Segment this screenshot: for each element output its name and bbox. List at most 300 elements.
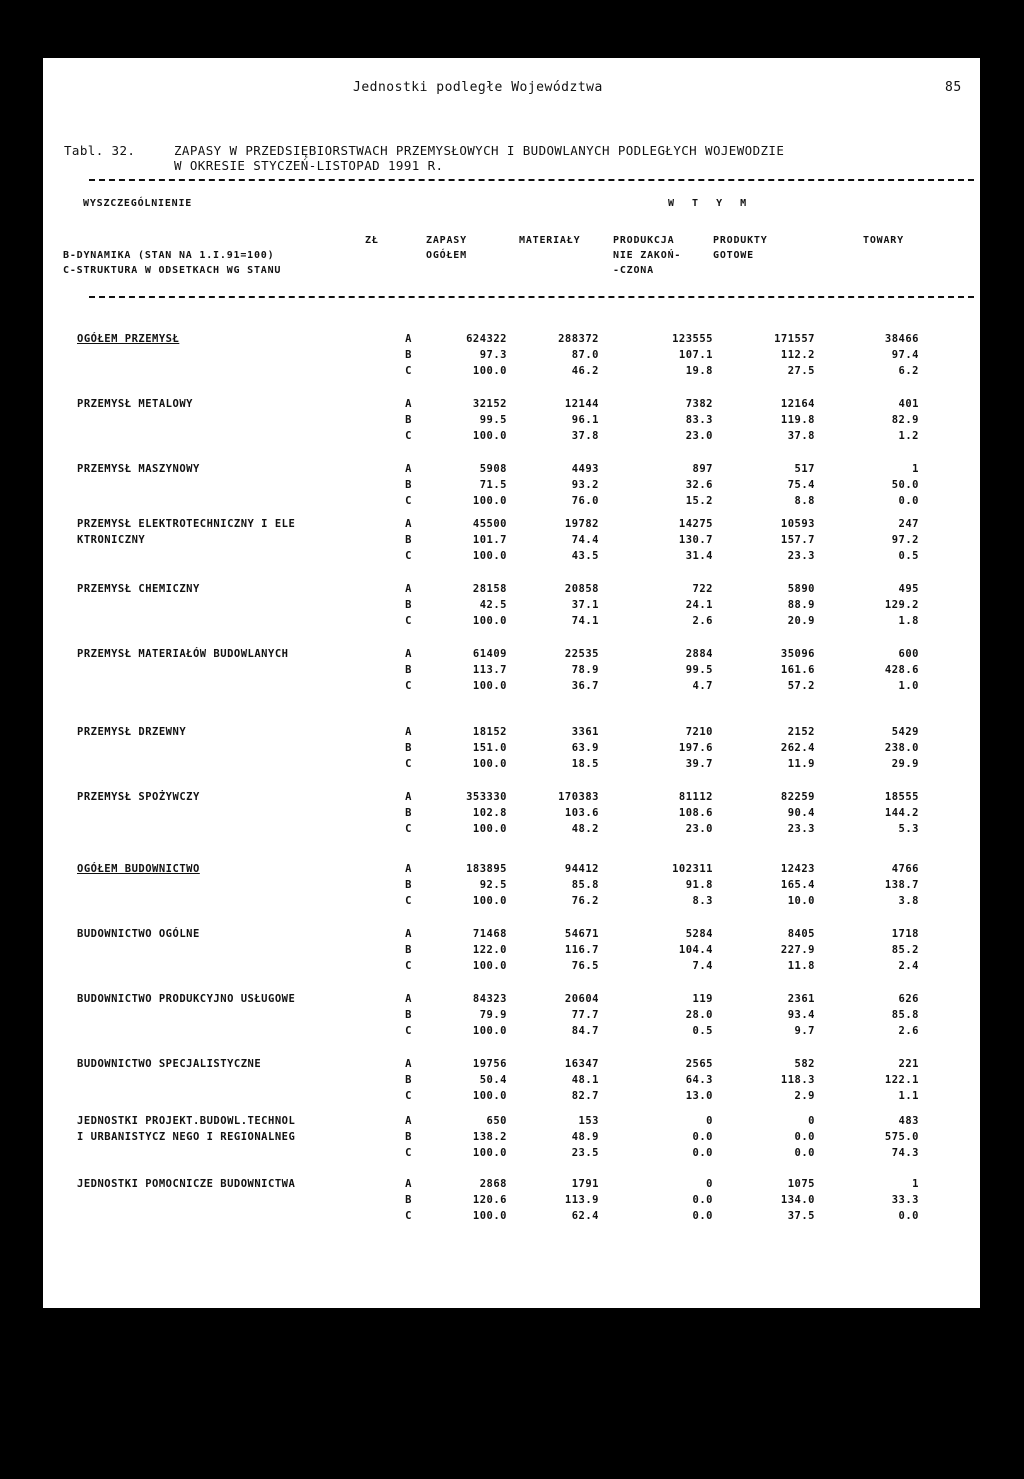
row-marker: B — [405, 1074, 412, 1086]
table-cell: 5429 — [891, 726, 919, 738]
section-label: BUDOWNICTWO PRODUKCYJNO USŁUGOWE — [77, 993, 296, 1005]
table-cell: 37.8 — [571, 430, 599, 442]
table-cell: 7.4 — [692, 960, 713, 972]
table-cell: 1.2 — [898, 430, 919, 442]
table-cell: 0.0 — [794, 1131, 815, 1143]
row-marker: C — [405, 823, 412, 835]
table-cell: 120.6 — [472, 1194, 507, 1206]
table-cell: 19756 — [472, 1058, 507, 1070]
row-marker: A — [405, 726, 412, 738]
table-cell: 2868 — [479, 1178, 507, 1190]
table-cell: 97.2 — [891, 534, 919, 546]
table-cell: 99.5 — [685, 664, 713, 676]
table-cell: 495 — [898, 583, 919, 595]
table-cell: 626 — [898, 993, 919, 1005]
section-label-cont: KTRONICZNY — [77, 534, 146, 546]
table-cell: 1.8 — [898, 615, 919, 627]
section-label: PRZEMYSŁ MATERIAŁÓW BUDOWLANYCH — [77, 648, 289, 660]
table-cell: 113.9 — [564, 1194, 599, 1206]
table-cell: 401 — [898, 398, 919, 410]
table-cell: 61409 — [472, 648, 507, 660]
table-cell: 0.5 — [692, 1025, 713, 1037]
row-marker: B — [405, 414, 412, 426]
table-cell: 62.4 — [571, 1210, 599, 1222]
table-cell: 1.1 — [898, 1090, 919, 1102]
row-marker: C — [405, 1210, 412, 1222]
table-cell: 85.8 — [571, 879, 599, 891]
row-marker: A — [405, 518, 412, 530]
row-marker: C — [405, 1147, 412, 1159]
table-cell: 2.6 — [898, 1025, 919, 1037]
table-cell: 0.0 — [692, 1194, 713, 1206]
table-cell: 6.2 — [898, 365, 919, 377]
table-cell: 39.7 — [685, 758, 713, 770]
table-cell: 13.0 — [685, 1090, 713, 1102]
table-cell: 3.8 — [898, 895, 919, 907]
table-row — [43, 1194, 980, 1209]
table-cell: 46.2 — [571, 365, 599, 377]
table-cell: 33.3 — [891, 1194, 919, 1206]
table-title-line2: W OKRESIE STYCZEŃ-LISTOPAD 1991 R. — [174, 158, 444, 173]
table-cell: 100.0 — [472, 1090, 507, 1102]
table-cell: 101.7 — [472, 534, 507, 546]
table-cell: 99.5 — [479, 414, 507, 426]
table-cell: 81112 — [678, 791, 713, 803]
table-cell: 43.5 — [571, 550, 599, 562]
table-cell: 0.0 — [794, 1147, 815, 1159]
table-cell: 0.0 — [692, 1131, 713, 1143]
table-cell: 97.3 — [479, 349, 507, 361]
row-marker: B — [405, 1009, 412, 1021]
table-cell: 1718 — [891, 928, 919, 940]
table-cell: 8405 — [787, 928, 815, 940]
table-row — [43, 648, 980, 663]
table-row — [43, 365, 980, 380]
table-row — [43, 534, 980, 549]
table-row — [43, 414, 980, 429]
table-cell: 2565 — [685, 1058, 713, 1070]
table-row — [43, 1178, 980, 1193]
table-cell: 10.0 — [787, 895, 815, 907]
table-row — [43, 680, 980, 695]
section-label: PRZEMYSŁ DRZEWNY — [77, 726, 187, 738]
table-cell: 100.0 — [472, 550, 507, 562]
table-cell: 75.4 — [787, 479, 815, 491]
table-cell: 91.8 — [685, 879, 713, 891]
table-row — [43, 807, 980, 822]
table-cell: 83.3 — [685, 414, 713, 426]
table-cell: 7210 — [685, 726, 713, 738]
table-cell: 0.0 — [898, 1210, 919, 1222]
table-row — [43, 1090, 980, 1105]
table-cell: 2361 — [787, 993, 815, 1005]
col1-head-1: ZAPASY — [426, 235, 467, 246]
table-cell: 45500 — [472, 518, 507, 530]
table-cell: 88.9 — [787, 599, 815, 611]
row-marker: B — [405, 599, 412, 611]
table-cell: 85.8 — [891, 1009, 919, 1021]
table-cell: 0.0 — [692, 1210, 713, 1222]
table-cell: 5284 — [685, 928, 713, 940]
row-marker: C — [405, 960, 412, 972]
table-cell: 20604 — [564, 993, 599, 1005]
section-label: JEDNOSTKI POMOCNICZE BUDOWNICTWA — [77, 1178, 296, 1190]
table-cell: 8.3 — [692, 895, 713, 907]
table-cell: 103.6 — [564, 807, 599, 819]
stub-c-label: C-STRUKTURA W ODSETKACH WG STANU — [63, 265, 282, 276]
table-row — [43, 349, 980, 364]
w-tym-heading: W T Y M — [668, 198, 753, 209]
table-cell: 100.0 — [472, 615, 507, 627]
table-cell: 23.5 — [571, 1147, 599, 1159]
table-cell: 119 — [692, 993, 713, 1005]
table-cell: 96.1 — [571, 414, 599, 426]
row-marker: C — [405, 680, 412, 692]
table-cell: 12423 — [780, 863, 815, 875]
table-cell: 20.9 — [787, 615, 815, 627]
row-marker: A — [405, 1115, 412, 1127]
table-cell: 1 — [912, 463, 919, 475]
table-cell: 153 — [578, 1115, 599, 1127]
table-cell: 650 — [486, 1115, 507, 1127]
table-row — [43, 1131, 980, 1146]
table-cell: 97.4 — [891, 349, 919, 361]
table-row — [43, 1147, 980, 1162]
table-cell: 170383 — [558, 791, 599, 803]
table-cell: 100.0 — [472, 895, 507, 907]
table-row — [43, 742, 980, 757]
table-cell: 165.4 — [780, 879, 815, 891]
table-cell: 1791 — [571, 1178, 599, 1190]
table-cell: 20858 — [564, 583, 599, 595]
table-cell: 32.6 — [685, 479, 713, 491]
row-marker: A — [405, 1058, 412, 1070]
table-row — [43, 599, 980, 614]
stub-b-label: B-DYNAMIKA (STAN NA 1.I.91=100) — [63, 250, 275, 261]
table-cell: 108.6 — [678, 807, 713, 819]
row-marker: B — [405, 807, 412, 819]
table-cell: 18152 — [472, 726, 507, 738]
table-cell: 0 — [808, 1115, 815, 1127]
table-cell: 18555 — [884, 791, 919, 803]
table-cell: 84323 — [472, 993, 507, 1005]
table-cell: 7382 — [685, 398, 713, 410]
table-cell: 77.7 — [571, 1009, 599, 1021]
table-number: Tabl. 32. — [64, 143, 136, 158]
stub-a-label: ZŁ — [365, 235, 379, 246]
table-cell: 483 — [898, 1115, 919, 1127]
section-label: PRZEMYSŁ CHEMICZNY — [77, 583, 200, 595]
row-marker: C — [405, 1090, 412, 1102]
table-cell: 85.2 — [891, 944, 919, 956]
table-cell: 227.9 — [780, 944, 815, 956]
section-label: PRZEMYSŁ ELEKTROTECHNICZNY I ELE — [77, 518, 296, 530]
table-cell: 100.0 — [472, 758, 507, 770]
table-cell: 171557 — [774, 333, 815, 345]
running-head-title: Jednostki podległe Województwa — [353, 80, 603, 95]
table-cell: 112.2 — [780, 349, 815, 361]
row-marker: A — [405, 648, 412, 660]
table-cell: 71.5 — [479, 479, 507, 491]
row-marker: C — [405, 895, 412, 907]
table-cell: 76.5 — [571, 960, 599, 972]
table-cell: 100.0 — [472, 960, 507, 972]
col3-head-3: -CZONA — [613, 265, 654, 276]
table-cell: 92.5 — [479, 879, 507, 891]
table-cell: 2.6 — [692, 615, 713, 627]
col4-head-2: GOTOWE — [713, 250, 754, 261]
table-cell: 138.7 — [884, 879, 919, 891]
table-cell: 100.0 — [472, 823, 507, 835]
table-cell: 48.1 — [571, 1074, 599, 1086]
table-cell: 9.7 — [794, 1025, 815, 1037]
table-row — [43, 895, 980, 910]
table-cell: 116.7 — [564, 944, 599, 956]
row-marker: B — [405, 742, 412, 754]
row-marker: A — [405, 993, 412, 1005]
section-label-cont: I URBANISTYCZ NEGO I REGIONALNEG — [77, 1131, 296, 1143]
table-cell: 288372 — [558, 333, 599, 345]
table-row — [43, 664, 980, 679]
table-cell: 84.7 — [571, 1025, 599, 1037]
table-cell: 2884 — [685, 648, 713, 660]
table-cell: 113.7 — [472, 664, 507, 676]
table-cell: 93.2 — [571, 479, 599, 491]
table-cell: 517 — [794, 463, 815, 475]
table-cell: 624322 — [466, 333, 507, 345]
table-cell: 0.5 — [898, 550, 919, 562]
table-cell: 582 — [794, 1058, 815, 1070]
table-row — [43, 1009, 980, 1024]
table-cell: 428.6 — [884, 664, 919, 676]
row-marker: B — [405, 664, 412, 676]
header-rule-top — [89, 179, 974, 181]
table-row — [43, 993, 980, 1008]
col2-head-1: MATERIAŁY — [519, 235, 581, 246]
table-cell: 28.0 — [685, 1009, 713, 1021]
table-cell: 19.8 — [685, 365, 713, 377]
table-cell: 71468 — [472, 928, 507, 940]
table-cell: 722 — [692, 583, 713, 595]
table-cell: 12164 — [780, 398, 815, 410]
table-row — [43, 1210, 980, 1225]
table-cell: 100.0 — [472, 1147, 507, 1159]
row-marker: A — [405, 583, 412, 595]
table-cell: 262.4 — [780, 742, 815, 754]
section-label: BUDOWNICTWO SPECJALISTYCZNE — [77, 1058, 262, 1070]
table-row — [43, 398, 980, 413]
table-cell: 107.1 — [678, 349, 713, 361]
table-cell: 11.9 — [787, 758, 815, 770]
table-cell: 37.5 — [787, 1210, 815, 1222]
table-cell: 100.0 — [472, 495, 507, 507]
section-label: OGÓŁEM BUDOWNICTWO — [77, 863, 200, 875]
section-label: JEDNOSTKI PROJEKT.BUDOWL.TECHNOL — [77, 1115, 296, 1127]
table-cell: 897 — [692, 463, 713, 475]
table-cell: 28158 — [472, 583, 507, 595]
table-cell: 74.3 — [891, 1147, 919, 1159]
table-cell: 8.8 — [794, 495, 815, 507]
table-row — [43, 550, 980, 565]
table-title-line1: ZAPASY W PRZEDSIĘBIORSTWACH PRZEMYSŁOWYCH I BUDOWLANYCH PODLEGŁYCH WOJEWODZIE — [174, 143, 785, 158]
table-cell: 90.4 — [787, 807, 815, 819]
table-cell: 100.0 — [472, 430, 507, 442]
row-marker: C — [405, 615, 412, 627]
table-row — [43, 615, 980, 630]
table-cell: 238.0 — [884, 742, 919, 754]
table-cell: 2.4 — [898, 960, 919, 972]
section-label: PRZEMYSŁ SPOŻYWCZY — [77, 791, 200, 803]
table-row — [43, 823, 980, 838]
table-cell: 102.8 — [472, 807, 507, 819]
table-cell: 57.2 — [787, 680, 815, 692]
row-marker: B — [405, 349, 412, 361]
table-row — [43, 1074, 980, 1089]
table-cell: 74.4 — [571, 534, 599, 546]
table-cell: 14275 — [678, 518, 713, 530]
table-cell: 36.7 — [571, 680, 599, 692]
table-caption — [64, 143, 784, 173]
row-marker: C — [405, 430, 412, 442]
row-marker: B — [405, 1131, 412, 1143]
table-row — [43, 1058, 980, 1073]
table-cell: 4766 — [891, 863, 919, 875]
table-cell: 5890 — [787, 583, 815, 595]
row-marker: C — [405, 495, 412, 507]
table-cell: 0.0 — [898, 495, 919, 507]
table-cell: 138.2 — [472, 1131, 507, 1143]
table-cell: 0 — [706, 1178, 713, 1190]
table-cell: 100.0 — [472, 1210, 507, 1222]
table-cell: 100.0 — [472, 365, 507, 377]
row-marker: C — [405, 1025, 412, 1037]
table-cell: 12144 — [564, 398, 599, 410]
table-cell: 2152 — [787, 726, 815, 738]
section-label: PRZEMYSŁ METALOWY — [77, 398, 193, 410]
table-cell: 5908 — [479, 463, 507, 475]
row-marker: B — [405, 479, 412, 491]
table-cell: 1075 — [787, 1178, 815, 1190]
table-row — [43, 791, 980, 806]
table-cell: 76.2 — [571, 895, 599, 907]
table-cell: 74.1 — [571, 615, 599, 627]
table-cell: 134.0 — [780, 1194, 815, 1206]
table-cell: 221 — [898, 1058, 919, 1070]
table-row — [43, 944, 980, 959]
table-cell: 23.3 — [787, 550, 815, 562]
row-marker: B — [405, 879, 412, 891]
table-cell: 23.0 — [685, 823, 713, 835]
table-cell: 102311 — [672, 863, 713, 875]
table-row — [43, 726, 980, 741]
table-cell: 24.1 — [685, 599, 713, 611]
table-cell: 94412 — [564, 863, 599, 875]
table-cell: 0 — [706, 1115, 713, 1127]
col4-head-1: PRODUKTY — [713, 235, 768, 246]
row-marker: B — [405, 534, 412, 546]
table-cell: 10593 — [780, 518, 815, 530]
table-cell: 100.0 — [472, 680, 507, 692]
table-cell: 161.6 — [780, 664, 815, 676]
row-marker: C — [405, 758, 412, 770]
table-cell: 247 — [898, 518, 919, 530]
table-cell: 93.4 — [787, 1009, 815, 1021]
table-cell: 22535 — [564, 648, 599, 660]
table-cell: 64.3 — [685, 1074, 713, 1086]
row-marker: A — [405, 791, 412, 803]
table-cell: 123555 — [672, 333, 713, 345]
row-marker: A — [405, 863, 412, 875]
table-cell: 3361 — [571, 726, 599, 738]
table-cell: 144.2 — [884, 807, 919, 819]
table-cell: 87.0 — [571, 349, 599, 361]
table-cell: 157.7 — [780, 534, 815, 546]
table-row — [43, 463, 980, 478]
table-cell: 50.0 — [891, 479, 919, 491]
table-cell: 16347 — [564, 1058, 599, 1070]
header-rule-bottom — [89, 296, 974, 298]
table-cell: 575.0 — [884, 1131, 919, 1143]
table-cell: 4.7 — [692, 680, 713, 692]
table-cell: 31.4 — [685, 550, 713, 562]
table-cell: 38466 — [884, 333, 919, 345]
table-cell: 119.8 — [780, 414, 815, 426]
table-cell: 82259 — [780, 791, 815, 803]
table-cell: 79.9 — [479, 1009, 507, 1021]
table-cell: 0.0 — [692, 1147, 713, 1159]
row-marker: C — [405, 365, 412, 377]
table-row — [43, 479, 980, 494]
table-cell: 130.7 — [678, 534, 713, 546]
table-cell: 151.0 — [472, 742, 507, 754]
table-row — [43, 960, 980, 975]
table-cell: 23.0 — [685, 430, 713, 442]
table-row — [43, 1115, 980, 1130]
table-cell: 32152 — [472, 398, 507, 410]
table-cell: 78.9 — [571, 664, 599, 676]
table-row — [43, 879, 980, 894]
stub-heading: WYSZCZEGÓLNIENIE — [83, 198, 193, 209]
table-cell: 5.3 — [898, 823, 919, 835]
table-cell: 183895 — [466, 863, 507, 875]
table-cell: 122.0 — [472, 944, 507, 956]
col5-head-1: TOWARY — [863, 235, 904, 246]
table-cell: 63.9 — [571, 742, 599, 754]
table-row — [43, 928, 980, 943]
table-row — [43, 430, 980, 445]
row-marker: A — [405, 333, 412, 345]
table-cell: 19782 — [564, 518, 599, 530]
table-cell: 54671 — [564, 928, 599, 940]
section-label: BUDOWNICTWO OGÓLNE — [77, 928, 200, 940]
table-cell: 35096 — [780, 648, 815, 660]
table-cell: 42.5 — [479, 599, 507, 611]
row-marker: A — [405, 928, 412, 940]
table-cell: 18.5 — [571, 758, 599, 770]
section-label: PRZEMYSŁ MASZYNOWY — [77, 463, 200, 475]
table-cell: 48.2 — [571, 823, 599, 835]
col3-head-1: PRODUKCJA — [613, 235, 675, 246]
table-cell: 353330 — [466, 791, 507, 803]
table-row — [43, 333, 980, 348]
table-row — [43, 758, 980, 773]
col1-head-2: OGÓŁEM — [426, 250, 467, 261]
document-page — [43, 58, 980, 1308]
table-cell: 1 — [912, 1178, 919, 1190]
table-cell: 82.9 — [891, 414, 919, 426]
section-label: OGÓŁEM PRZEMYSŁ — [77, 333, 180, 345]
row-marker: A — [405, 463, 412, 475]
